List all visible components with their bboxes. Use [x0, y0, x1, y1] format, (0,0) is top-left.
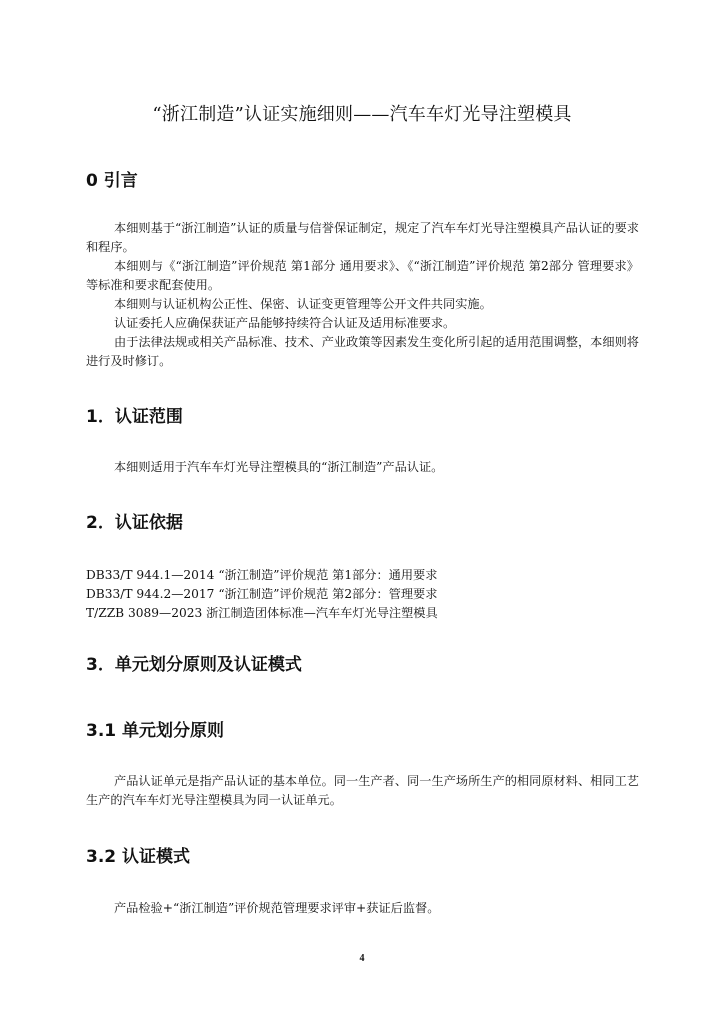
- reference-item: DB33/T 944.1—2014 “浙江制造”评价规范 第1部分：通用要求: [86, 568, 438, 582]
- section-heading-scope: 1．认证范围: [86, 407, 183, 427]
- reference-list: [86, 566, 646, 623]
- paragraph: 产品检验+“浙江制造”评价规范管理要求评审+获证后监督。: [114, 901, 440, 915]
- document-title: “浙江制造”认证实施细则——汽车车灯光导注塑模具: [152, 104, 572, 125]
- paragraph: 本细则与《“浙江制造”评价规范 第1部分 通用要求》、《“浙江制造”评价规范 第2部分 管理要求》等标准和要求配套使用。: [86, 259, 639, 292]
- page-number: 4: [359, 953, 365, 964]
- reference-item: DB33/T 944.2—2017 “浙江制造”评价规范 第2部分：管理要求: [86, 587, 438, 601]
- introduction-body: [86, 219, 639, 371]
- section-heading-basis: 2．认证依据: [86, 513, 183, 533]
- subsection-heading-unit-principle: 3.1 单元划分原则: [86, 721, 225, 741]
- paragraph: 本细则基于“浙江制造”认证的质量与信誉保证制定，规定了汽车车灯光导注塑模具产品认证的要求和程序。: [86, 221, 639, 254]
- section-heading-unit-and-mode: 3．单元划分原则及认证模式: [86, 655, 302, 675]
- reference-item: T/ZZB 3089—2023 浙江制造团体标准—汽车车灯光导注塑模具: [86, 606, 438, 620]
- unit-principle-body: [86, 772, 639, 810]
- paragraph: 由于法律法规或相关产品标准、技术、产业政策等因素发生变化所引起的适用范围调整，本细则将进行及时修订。: [86, 335, 639, 368]
- paragraph: 产品认证单元是指产品认证的基本单位。同一生产者、同一生产场所生产的相同原材料、相同工艺生产的汽车车灯光导注塑模具为同一认证单元。: [86, 774, 639, 807]
- paragraph: 本细则适用于汽车车灯光导注塑模具的“浙江制造”产品认证。: [114, 460, 444, 474]
- scope-body: [86, 458, 639, 477]
- paragraph: 认证委托人应确保获证产品能够持续符合认证及适用标准要求。: [114, 316, 456, 330]
- section-heading-introduction: 0 引言: [86, 171, 138, 191]
- certification-mode-body: [86, 899, 639, 918]
- subsection-heading-certification-mode: 3.2 认证模式: [86, 847, 191, 867]
- paragraph: 本细则与认证机构公正性、保密、认证变更管理等公开文件共同实施。: [114, 297, 492, 311]
